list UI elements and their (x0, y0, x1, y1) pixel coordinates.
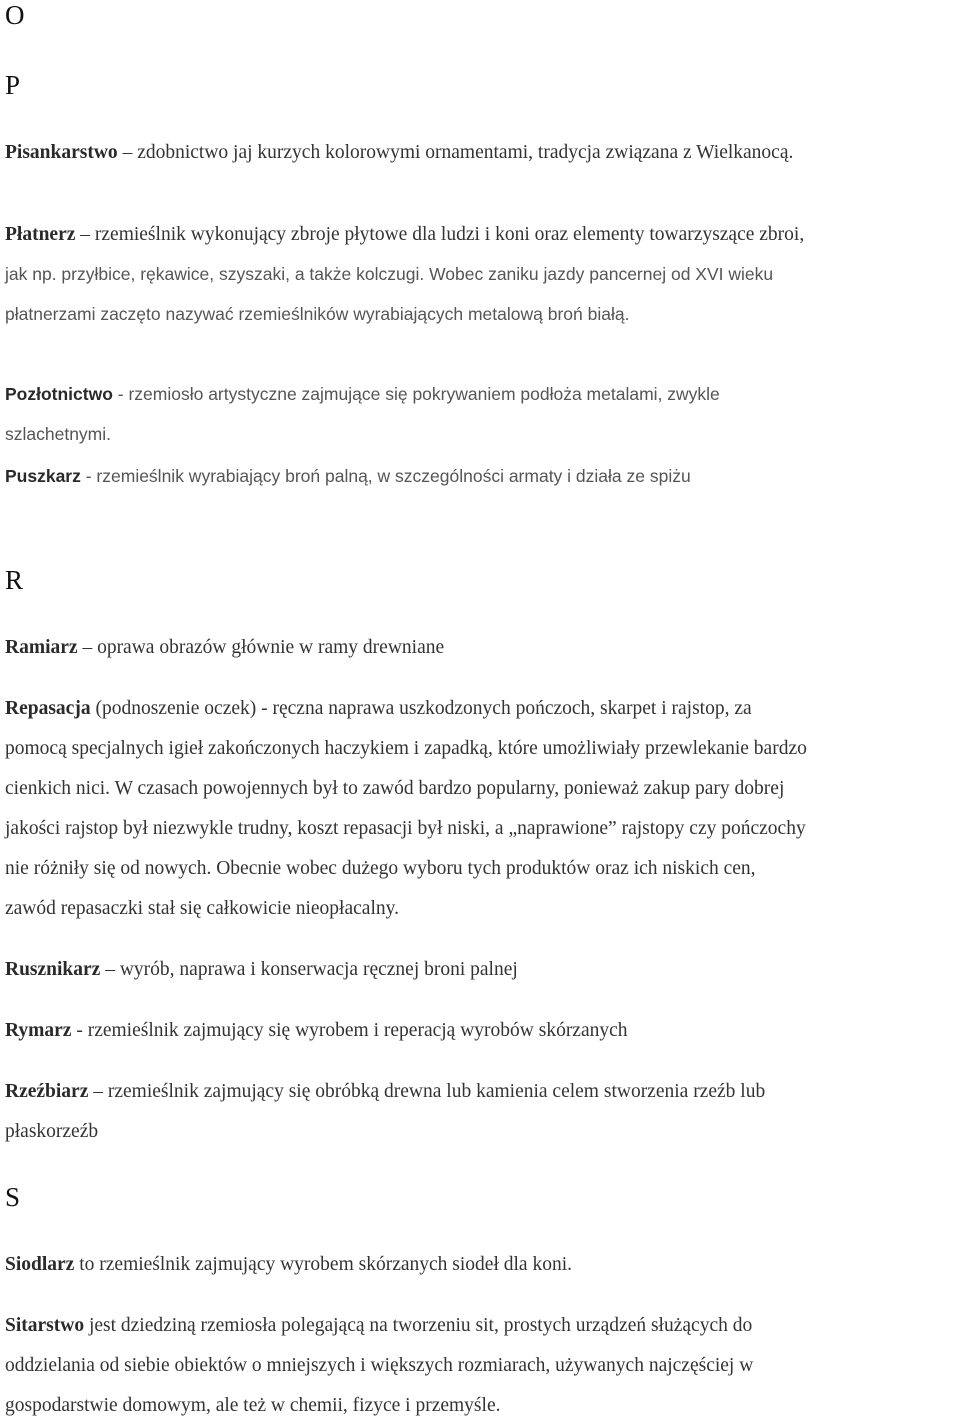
entry-definition: – wyrób, naprawa i konserwacja ręcznej broni palnej (100, 959, 518, 980)
entry-definition: – zdobnictwo jaj kurzych kolorowymi ornamentami, tradycja związana z Wielkanocą. (117, 142, 794, 163)
entry-platnerz (5, 215, 955, 255)
entry-term: Pisankarstwo (5, 142, 118, 163)
entry-term: Rzeźbiarz (5, 1081, 89, 1102)
entry-repasacja-line4: jakości rajstop był niezwykle trudny, koszt repasacji był niski, a „naprawione” rajstopy czy pończochy (5, 818, 806, 839)
entry-pisankarstwo (5, 133, 955, 173)
entry-rusznikarz (5, 950, 955, 990)
entry-term: Rusznikarz (5, 959, 101, 980)
entry-definition: - rzemieślnik wyrabiający broń palną, w szczególności armaty i działa ze spiżu (80, 466, 691, 486)
entry-term: Rymarz (5, 1020, 72, 1041)
entry-term: Płatnerz (5, 224, 76, 245)
entry-puszkarz (5, 456, 955, 496)
section-letter-p: P (5, 70, 21, 100)
entry-rzezbiarz-line2: płaskorzeźb (5, 1121, 99, 1142)
entry-repasacja-line2: pomocą specjalnych igieł zakończonych haczykiem i zapadką, które umożliwiały przewlekanie bardzo (5, 738, 807, 759)
entry-repasacja (5, 689, 955, 729)
entry-definition: Wobec zaniku jazdy pancernej od XVI wieku (424, 264, 774, 284)
section-letter-r: R (5, 565, 24, 595)
entry-sitarstwo-line3: gospodarstwie domowym, ale też w chemii, fizyce i przemyśle. (5, 1395, 501, 1416)
entry-definition: – rzemieślnik zajmujący się obróbką drewna lub kamienia celem stworzenia rzeźb lub (88, 1081, 766, 1102)
section-letter-s: S (5, 1182, 21, 1212)
section-letter-o: O (5, 0, 25, 30)
entry-definition: to rzemieślnik zajmujący wyrobem skórzanych siodeł dla koni. (74, 1254, 572, 1275)
entry-rymarz (5, 1011, 955, 1051)
entry-platnerz-line2 (5, 254, 955, 295)
entry-definition: – oprawa obrazów głównie w ramy drewniane (77, 637, 445, 658)
entry-definition: - rzemieślnik zajmujący się wyrobem i reperacją wyrobów skórzanych (71, 1020, 628, 1041)
entry-repasacja-line5: nie różniły się od nowych. Obecnie wobec dużego wyboru tych produktów oraz ich niskich cen, (5, 858, 756, 879)
entry-platnerz-line3: płatnerzami zaczęto nazywać rzemieślników wyrabiających metalową broń białą. (5, 304, 630, 324)
entry-repasacja-line6: zawód repasaczki stał się całkowicie nieopłacalny. (5, 898, 399, 919)
entry-term: Repasacja (5, 698, 91, 719)
entry-term: Sitarstwo (5, 1315, 85, 1336)
entry-pozlotnictwo-line2: szlachetnymi. (5, 424, 112, 444)
entry-sitarstwo-line2: oddzielania od siebie obiektów o mniejszych i większych rozmiarach, używanych najczęściej w (5, 1355, 754, 1376)
entry-definition: jest dziedziną rzemiosła polegającą na tworzeniu sit, prostych urządzeń służących do (84, 1315, 753, 1336)
entry-ramiarz (5, 628, 955, 668)
entry-term: Puszkarz (5, 466, 81, 486)
entry-pozlotnictwo (5, 374, 955, 414)
entry-definition: – rzemieślnik wykonujący zbroje płytowe dla ludzi i koni oraz elementy towarzyszące zbroi, (75, 224, 805, 245)
entry-sitarstwo (5, 1306, 955, 1346)
entry-definition: - rzemiosło artystyczne zajmujące się pokrywaniem podłoża metalami, zwykle (112, 384, 720, 404)
entry-term: Siodlarz (5, 1254, 75, 1275)
entry-repasacja-line3: cienkich nici. W czasach powojennych był to zawód bardzo popularny, ponieważ zakup pary dobrej (5, 778, 785, 799)
entry-siodlarz (5, 1245, 955, 1285)
entry-term: Pozłotnictwo (5, 384, 113, 404)
entry-term: Ramiarz (5, 637, 78, 658)
entry-definition: jak np. przyłbice, rękawice, szyszaki, a także kolczugi. (5, 264, 425, 284)
entry-rzezbiarz (5, 1072, 955, 1112)
entry-definition: (podnoszenie oczek) - ręczna naprawa uszkodzonych pończoch, skarpet i rajstop, za (90, 698, 752, 719)
